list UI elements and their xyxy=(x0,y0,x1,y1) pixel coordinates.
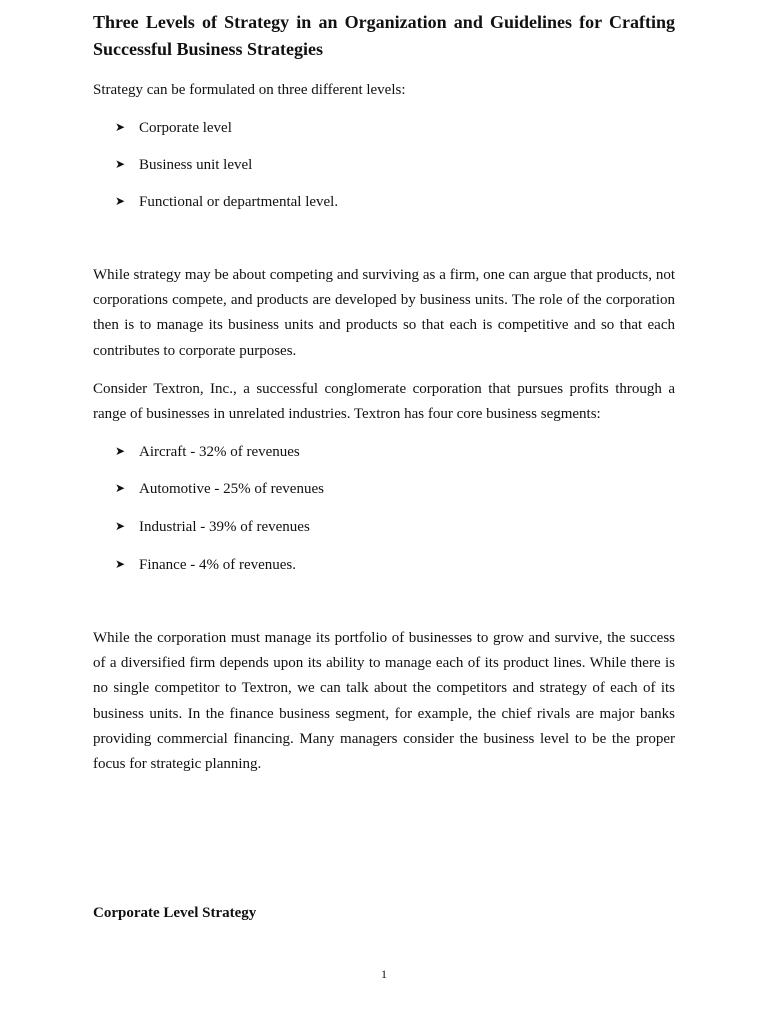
intro-text: Strategy can be formulated on three different levels: xyxy=(93,82,406,98)
list-item-automotive xyxy=(115,478,324,499)
document-title: Three Levels of Strategy in an Organization and Guidelines for Crafting Successful Business Strategies xyxy=(93,12,675,59)
list-item-label: Corporate level xyxy=(139,120,232,136)
list-item-finance xyxy=(115,554,296,575)
list-item-label: Automotive - 25% of revenues xyxy=(139,481,324,497)
arrow-bullet-icon: ➤ xyxy=(115,557,126,571)
arrow-bullet-icon: ➤ xyxy=(115,444,126,458)
arrow-bullet-icon: ➤ xyxy=(115,481,126,495)
list-item-label: Functional or departmental level. xyxy=(139,194,339,210)
list-item-label: Finance - 4% of revenues. xyxy=(139,557,297,573)
list-item-industrial xyxy=(115,516,310,537)
paragraph-portfolio: While the corporation must manage its portfolio of businesses to grow and survive, the success of a diversified firm depends upon its ability to manage each of its product lines. While there is no single competitor to Textron, we can talk about the competitors and strategy of each of its business units. In the finance business segment, for example, the chief rivals are major banks providing commercial financing. Many managers consider the business level to be the proper focus for strategic planning. xyxy=(93,630,675,773)
list-item-label: Business unit level xyxy=(139,157,253,173)
list-item-corporate-level xyxy=(115,117,232,138)
list-item-business-unit-level xyxy=(115,154,252,175)
page-number: 1 xyxy=(381,967,387,981)
arrow-bullet-icon: ➤ xyxy=(115,519,126,533)
arrow-bullet-icon: ➤ xyxy=(115,194,126,208)
list-item-label: Industrial - 39% of revenues xyxy=(139,519,310,535)
list-item-aircraft xyxy=(115,441,300,462)
arrow-bullet-icon: ➤ xyxy=(115,120,126,134)
section-heading: Corporate Level Strategy xyxy=(93,905,257,921)
list-item-label: Aircraft - 32% of revenues xyxy=(139,444,300,460)
list-item-functional-level xyxy=(115,191,338,212)
paragraph-textron: Consider Textron, Inc., a successful conglomerate corporation that pursues profits through a range of businesses in unrelated industries. Textron has four core business segments: xyxy=(93,381,675,423)
arrow-bullet-icon: ➤ xyxy=(115,157,126,171)
paragraph-products-compete: While strategy may be about competing and surviving as a firm, one can argue that products, not corporations compete, and products are developed by business units. The role of the corporation then is to manage its business units and products so that each is competitive and so that each contributes to corporate purposes. xyxy=(93,267,675,359)
